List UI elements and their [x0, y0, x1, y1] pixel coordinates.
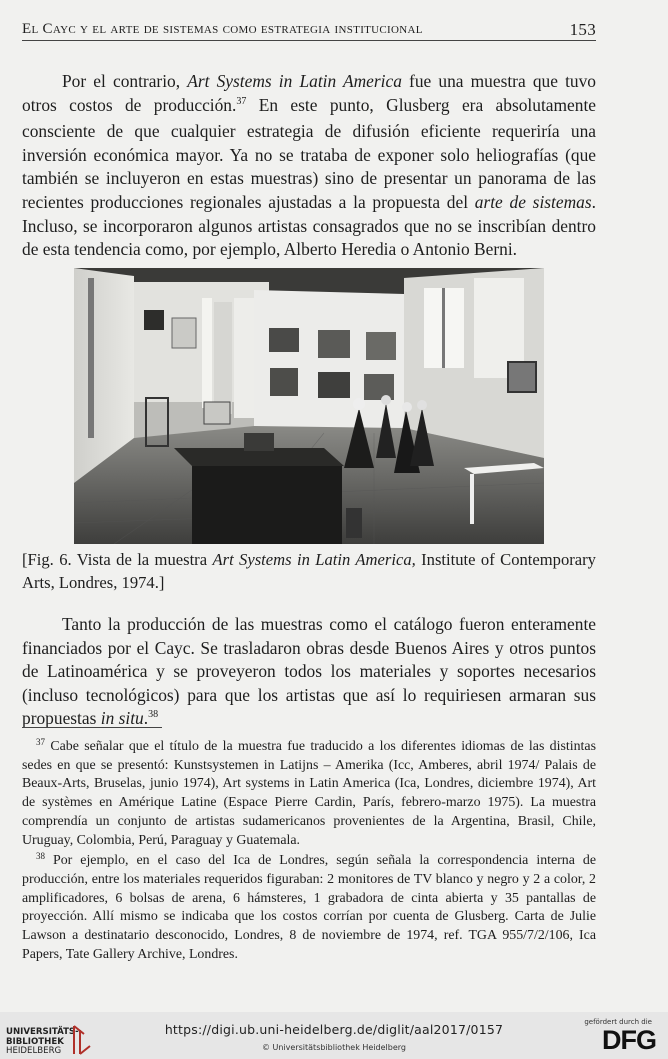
- footnote-number: 37: [36, 737, 45, 747]
- caption-text: Institute of Contemporary Arts, Londres, 1974.]: [22, 550, 596, 592]
- footnote-ref-38[interactable]: 38: [148, 709, 159, 721]
- italic-term: arte de sistemas: [474, 191, 592, 212]
- footnote-38: [22, 852, 596, 964]
- copyright-notice: © Universitätsbibliothek Heidelberg: [261, 1043, 406, 1052]
- running-head: [22, 20, 596, 41]
- footnote-text: Cabe señalar que el título de la muestra fue traducido a los diferentes idiomas de las distintas sedes en que se presentó: Kunstsystemen in Latijns – Amerika (Icc, Amberes, abril 1974/ Palais de Beaux-Arts, Bruselas, junio 1974), Art systems in Latin America (Ica, Londres, diciembre 1974), Art de systèmes en Amérique Latine (Espace Pierre Cardin, París, febrero-marzo 1975). La muestra comprendía un conjunto de artistas sudamericanos provenientes de la Argentina, Brasil, Chile, Uruguay, Colombia, Perú, Paraguay y Guatemala.: [22, 739, 596, 848]
- running-head-title: El Cayc y el arte de sistemas como estrategia institucional: [22, 21, 423, 37]
- caption-text: [Fig. 6. Vista de la muestra: [22, 550, 213, 569]
- page-number: 153: [569, 20, 596, 39]
- paragraph-1: [22, 70, 596, 262]
- paragraph-2: [22, 613, 596, 734]
- exhibition-title: Art Systems in Latin America: [187, 71, 402, 91]
- paragraph-text: Por el contrario,: [62, 71, 188, 91]
- figure-caption: [22, 548, 596, 594]
- paragraph-text: Tanto la producción de las muestras como el catálogo fueron enteramente financiados por el Cayc. Se trasladaron obras desde Buenos Aires y otros puntos de Latinoamérica y se proveyeron todos los materiales y soportes necesarios (incluso tecnológicos) para que los artistas que así lo requiriesen armaran sus propuestas: [22, 614, 596, 729]
- caption-exhibition-title: Art Systems in Latin America,: [212, 550, 416, 569]
- footnote-ref-37[interactable]: 37: [236, 95, 247, 107]
- paragraph-text: .: [143, 708, 149, 729]
- dfg-logo[interactable]: DFG: [602, 1025, 656, 1055]
- paragraph-text: fue una muestra que tuvo otros costos de producción.: [22, 71, 596, 115]
- footnotes: [22, 738, 596, 966]
- permalink-url[interactable]: https://digi.ub.uni-heidelberg.de/diglit/aal2017/0157: [164, 1022, 504, 1037]
- paragraph-text: En este punto, Glusberg era absolutamente consciente de que cualquier estrategia de difusión eficiente requeriría una inversión económica mayor. Ya no se trataba de exponer solo heliografías (que también se incluyeron en estas muestras) sino de presentar un panorama de las recientes producciones regionales ajustadas a la propuesta del: [22, 94, 596, 212]
- library-logo-text: UNIVERSITÄTS- BIBLIOTHEK HEIDELBERG: [6, 1027, 79, 1057]
- paragraph-text: . Incluso, se incorporaron algunos artistas consagrados que no se inscribían dentro de esta tendencia como, por ejemplo, Alberto Heredia o Antonio Berni.: [22, 191, 596, 260]
- footnote-37: [22, 738, 596, 850]
- footnote-divider: [22, 727, 162, 728]
- footnote-number: 38: [36, 851, 45, 862]
- italic-term: in situ: [100, 708, 144, 729]
- exhibition-photo: [74, 268, 544, 544]
- funder-note: gefördert durch die: [584, 1018, 652, 1026]
- viewer-footer-bar: [0, 1012, 668, 1059]
- footnote-text: Por ejemplo, en el caso del Ica de Londres, según señala la correspondencia interna de producción, entre los materiales requeridos figuraban: 2 monitores de TV blanco y negro y 2 a color, 2 amplificadores, 6 bolsas de arena, 6 hámsteres, 1 grabadora de cinta abierta y 35 pantallas de proyección. Allí mismo se indicaba que los costos corrían por cuenta de Glusberg. Carta de Julie Lawson a destinatario desconocido, Londres, 8 de noviembre de 1974, ref. TGA 955/7/2/106, Ica Papers, Tate Gallery Archive, Londres.: [22, 853, 596, 962]
